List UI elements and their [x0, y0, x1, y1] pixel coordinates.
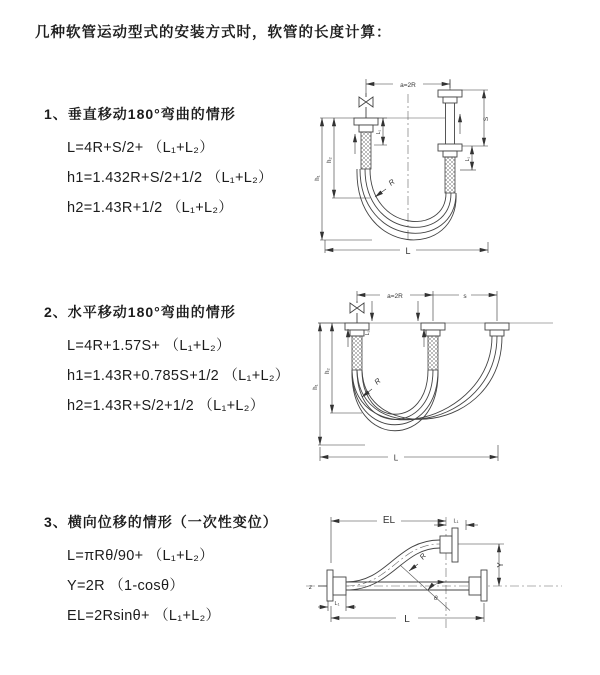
- dim-label-l: L: [404, 614, 410, 625]
- section-2-heading: 2、水平移动180°弯曲的情形: [44, 304, 236, 320]
- dim-label-r: R: [386, 177, 397, 188]
- angle-theta-construction: [400, 565, 450, 611]
- dim-label-a2r: a=2R: [387, 293, 403, 300]
- dim-label-shift: s: [463, 293, 467, 300]
- section-horizontal-movement: [44, 302, 290, 421]
- braided-section: [361, 132, 371, 169]
- section-vertical-movement: [44, 104, 273, 223]
- section-lateral-displacement: [44, 512, 278, 631]
- dim-label-theta: θ: [434, 595, 438, 602]
- dim-label-h2: h₂: [327, 157, 333, 163]
- left-pipe-flange: [354, 118, 378, 169]
- section-1-formulas: [67, 133, 273, 223]
- dim-label-l1: L₁: [465, 156, 471, 162]
- formula-line: L=4R+1.57S+ （L₁+L₂）: [67, 338, 231, 354]
- dim-label-r: R: [417, 551, 429, 562]
- hose-displaced-position: [346, 528, 458, 590]
- dim-label-h2: h₂: [325, 368, 331, 374]
- section-3-formulas: [67, 541, 278, 631]
- dim-label-y: Y: [496, 562, 505, 568]
- right-pipe-flange: [485, 323, 509, 336]
- diagram-vertical-180-bend: [312, 70, 552, 265]
- left-pipe-flange: [345, 323, 369, 370]
- formula-line: Y=2R （1-cosθ）: [67, 578, 185, 594]
- braided-section: [428, 336, 438, 370]
- dim-label-l1: L₁: [365, 330, 371, 336]
- dim-label-l: L: [405, 246, 411, 256]
- section-2-formulas: [67, 331, 290, 421]
- dim-label-l: L: [393, 453, 399, 463]
- formula-line: h1=1.43R+0.785S+1/2 （L₁+L₂）: [67, 368, 290, 384]
- formula-line: h2=1.43R+1/2 （L₁+L₂）: [67, 200, 234, 216]
- formula-line: L=πRθ/90+ （L₁+L₂）: [67, 548, 214, 564]
- dim-label-h1: h₁: [313, 384, 319, 390]
- diagram-horizontal-180-bend: [310, 283, 565, 463]
- left-flange: [318, 570, 346, 601]
- valve-icon: [359, 93, 373, 118]
- section-1-heading: 1、垂直移动180°弯曲的情形: [44, 106, 236, 122]
- dim-label-r: R: [372, 376, 383, 387]
- right-pipe-flanges: [438, 80, 462, 193]
- formula-line: L=4R+S/2+ （L₁+L₂）: [67, 140, 215, 156]
- dim-label-l1: L₁: [453, 518, 459, 525]
- dim-label-l1: L₁: [334, 601, 340, 607]
- hose-u-bend-position1: [352, 370, 438, 431]
- dim-label-el: EL: [382, 515, 396, 526]
- valve-icon: [350, 301, 364, 323]
- hose-u-bend: [357, 169, 456, 240]
- page-title: 几种软管运动型式的安装方式时，软管的长度计算：: [35, 25, 392, 41]
- braided-section: [445, 157, 455, 193]
- formula-line: h2=1.43R+S/2+1/2 （L₁+L₂）: [67, 398, 265, 414]
- dim-label-h1: h₁: [315, 175, 321, 181]
- dim-label-l1: L₁: [376, 129, 382, 135]
- dim-label-s: S: [483, 116, 490, 122]
- diagram-lateral-displacement: [300, 503, 600, 668]
- section-3-heading: 3、横向位移的情形（一次性变位）: [44, 514, 278, 530]
- break-symbol-z: z: [309, 585, 312, 591]
- formula-line: EL=2Rsinθ+ （L₁+L₂）: [67, 608, 221, 624]
- hose-straight-position: [346, 570, 487, 601]
- middle-pipe-flange: [421, 323, 445, 370]
- dim-label-a2r: a=2R: [400, 82, 416, 89]
- braided-section: [352, 336, 362, 370]
- formula-line: h1=1.432R+S/2+1/2 （L₁+L₂）: [67, 170, 273, 186]
